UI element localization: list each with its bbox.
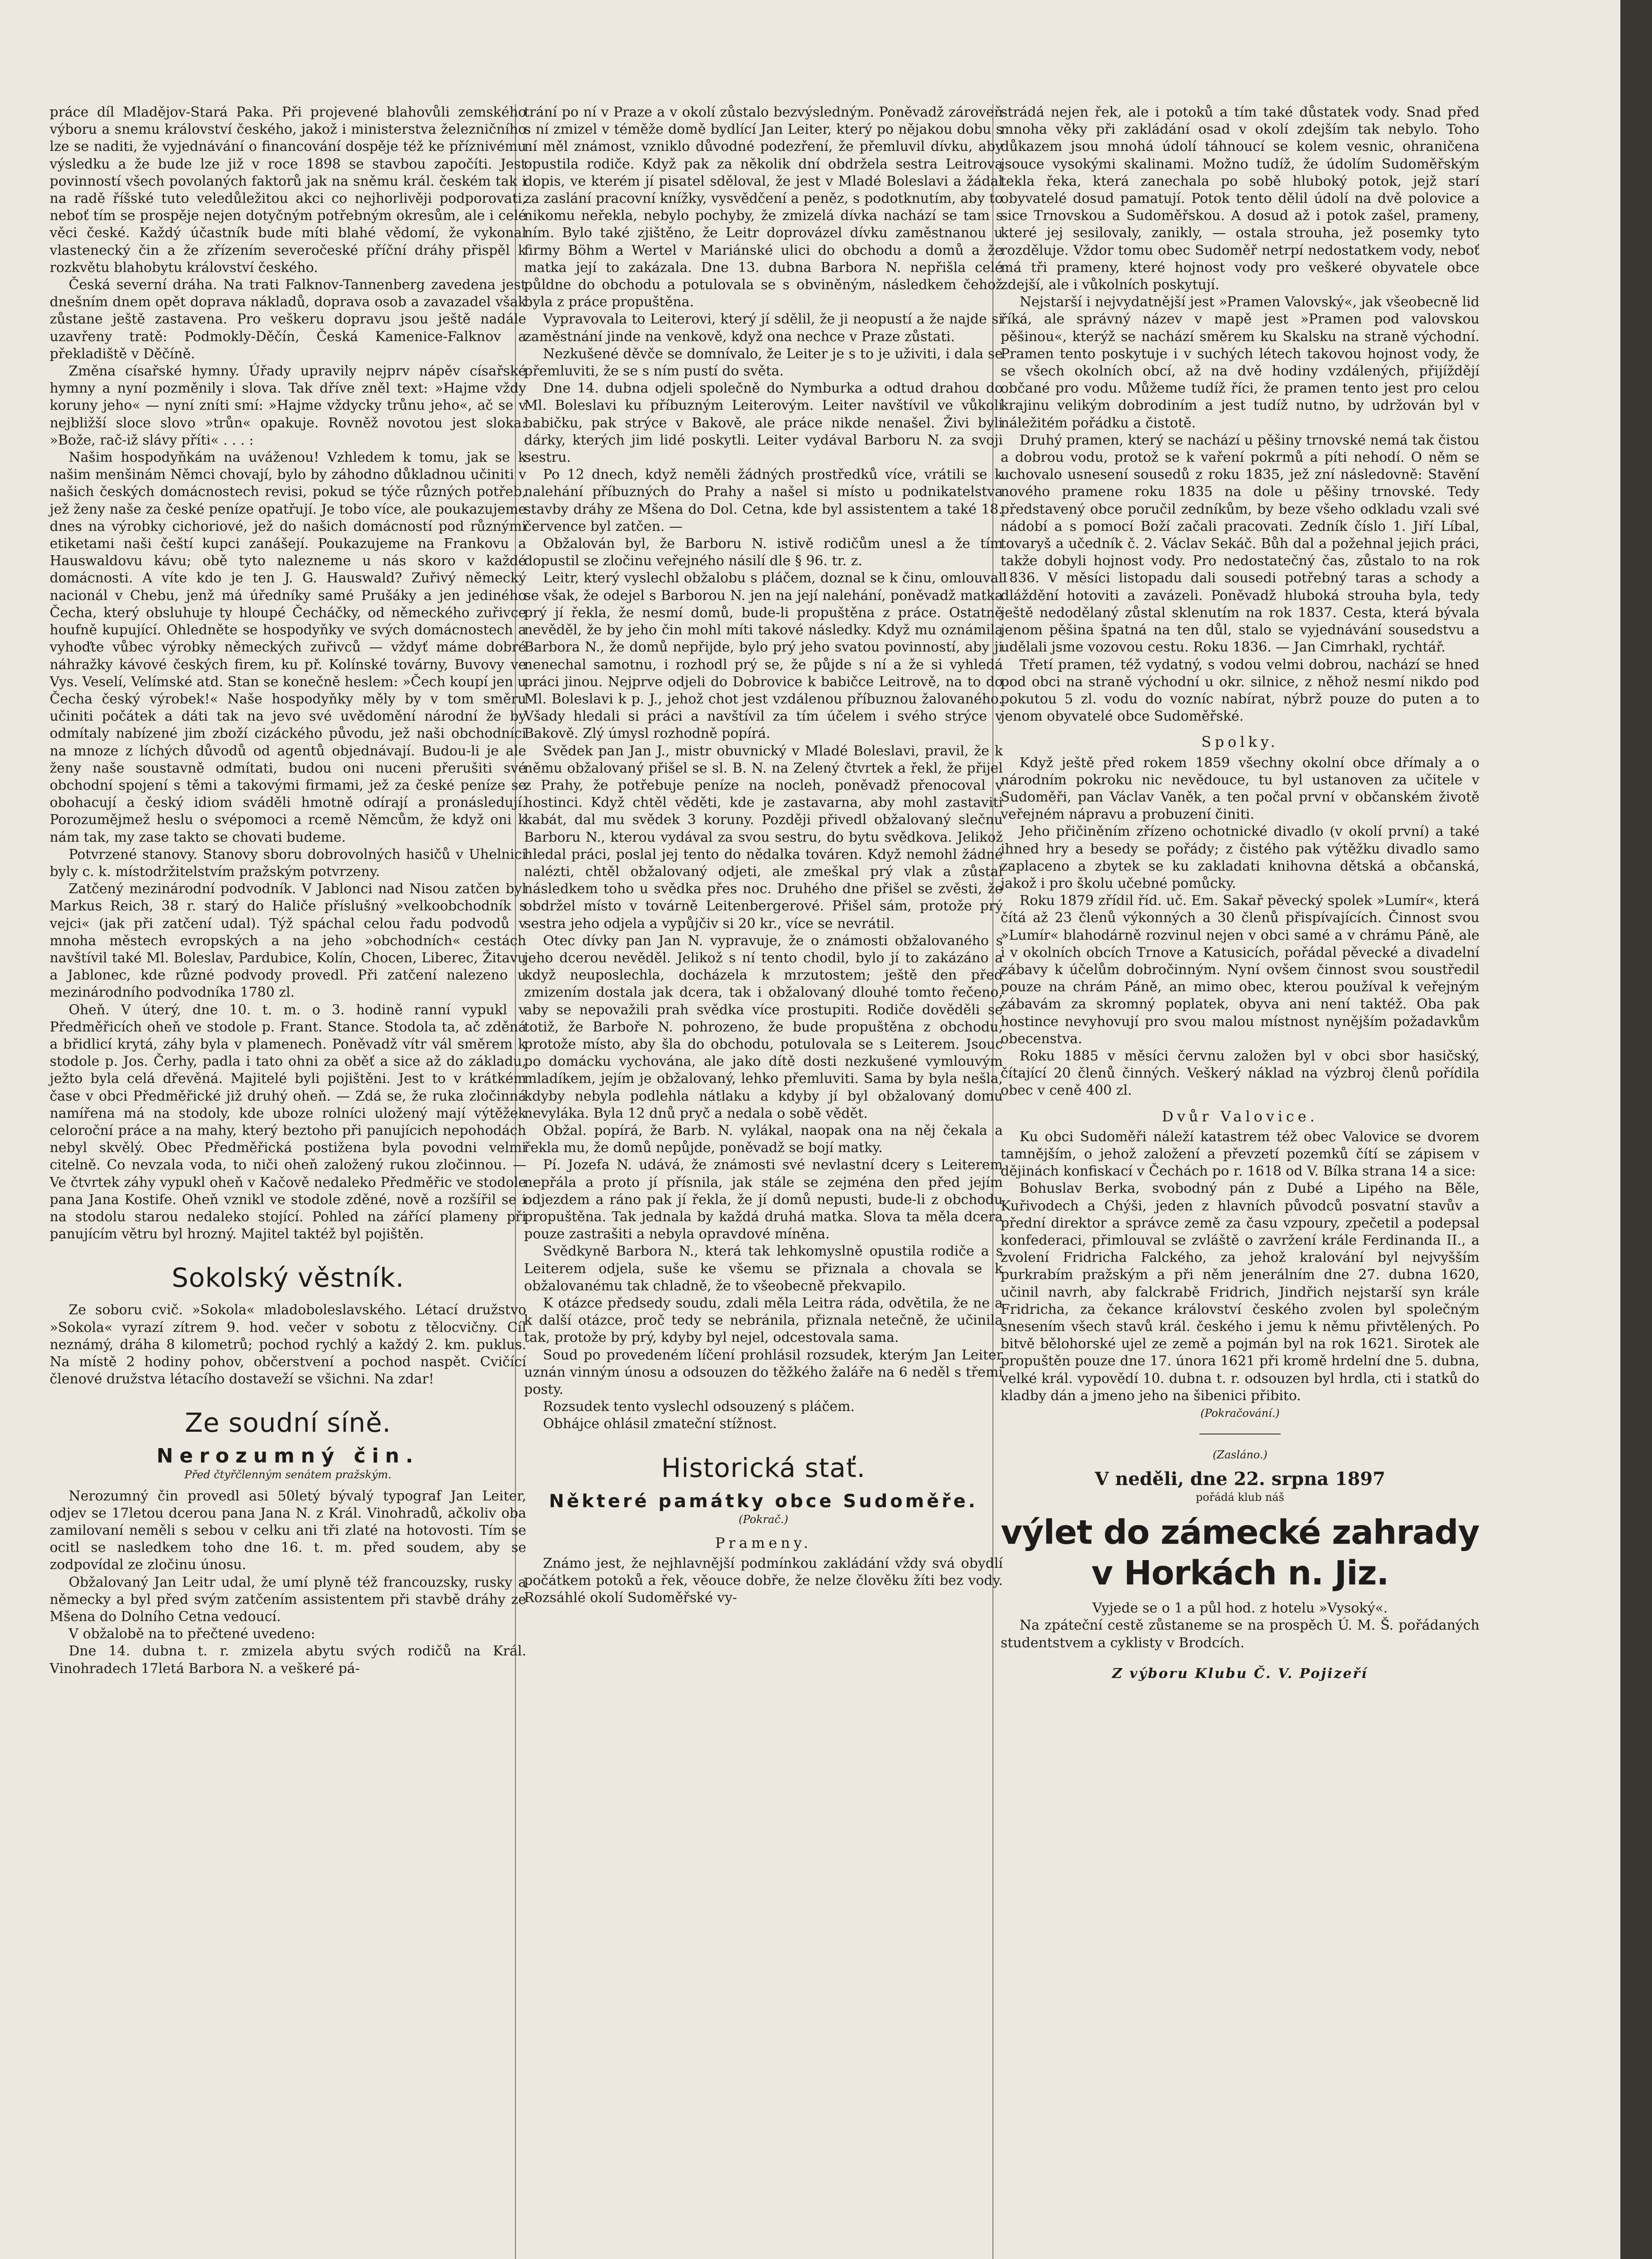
ad-text: Vyjede se o 1 a půl hod. z hotelu »Vysoký«. xyxy=(1092,1600,1388,1617)
section-heading-sokol: Sokolský věstník. xyxy=(172,1262,404,1294)
article-paragraph: Obhájce ohlásil zmateční stížnost. xyxy=(543,1416,777,1432)
article-paragraph: Nejstarší i nejvydatnější jest »Pramen Valovský«, jak všeobecně lid říká, ale správný název v mapě jest »Pramen pod valovskou pěšinou«, kterýž se nachází směrem ku Skalsku na straně východní. Pramen tento poskytuje i v suchých létech takovou hojnost vody, že se všech okolních obcí, až na dvě hodiny vzdálených, přijíždějí občané pro vodu. Můžeme tudíž říci, že pramen tento jest pro celou krajinu velikým dobrodiním a jest tudíž nutno, by udržován byl v náležitém pořádku a čistotě. xyxy=(1001,294,1480,431)
column-2 xyxy=(524,104,1003,1607)
ad-date: V neděli, dne 22. srpna 1897 xyxy=(1095,1468,1385,1490)
article-paragraph: Bohuslav Berka, svobodný pán z Dubé a Lipého na Běle, Kuřivodech a Chýši, jeden z hlavních původců posvatní stavův a přední direktor a správce země za času vzpoury, zpečetil a podepsal konfederaci, přimlouval se zvláště o zavržení krále Ferdinanda II., a zvolení Fridricha Falckého, za jehož kralování byl nejvyšším purkrabím pražským a při něm jenerálním dne 27. dubna 1620, učinil navrh, aby falckrabě Fridrich, Jindřich nejstarší syn krále Fridricha, za čekance království českého zvolen byl společným snesením všech stavů král. českého i jemu k němu přivtělených. Po bitvě bělohorské ujel ze země a pojmán byl na rok 1621. Sirotek ale propuštěn pouze dne 17. února 1621 při kromě hrdelní dne 5. dubna, velké král. vypovědí 10. dubna t. r. odsouzen byl hrdla, cti i statků do kladby dán a jmeno jeho na šibenici přibito. xyxy=(1001,1181,1479,1404)
section-heading-court: Ze soudní síně. xyxy=(185,1407,391,1439)
article-heading-court: Nerozumný čin. xyxy=(156,1444,420,1468)
article-paragraph: Druhý pramen, který se nachází u pěšiny trnovské nemá tak čistou a dobrou vodu, protož se k vaření pokrmů a píti nehodí. O něm se uchovalo usnesení sousedů z roku 1835, jež zní následovně: Stavění nového pramene roku 1835 na dole u pěšiny trnovské. Tedy představený obce poručil zedníkům, by beze všeho odkladu vzali své nádobí a s pomocí Boží začali pracovati. Zedník číslo 1. Jiří Líbal, tovaryš a učedník č. 2. Václav Sekáč. Bůh dal a požehnal jejich práci, takže dobyli hojnost vody. Pro nedostatečný čas, zůstalo to na rok 1836. V měsíci listopadu dali sousedi potřebný taras a schody a dláždění hotoviti a zavázeli. Poněvadž hluboká strouha byla, tedy ještě nedodělaný zůstal sklenutím na rok 1837. Cesta, která bývala jenom pěšina špatná na ten důl, stalo se vyjednávání sousedstvu a udělali jsme vozovou cestu. Roku 1836. — Jan Cimrhakl, rychtář. xyxy=(1001,432,1479,656)
article-paragraph: Roku 1879 zřídil říd. uč. Em. Sakař pěvecký spolek »Lumír«, která čítá až 23 členů výkonných a 30 členů přispívajících. Činnost svou »Lumír« blahodárně rozvinul nejen v obci samé a v chrámu Páně, ale i v okolních obcích Trnove a Katusicích, pořádal pěvecké a divadelní zábavy k účelům dobročinným. Nyní ovšem činnost svou soustředil pouze na chrám Páně, an mimo obec, kterou používal k veřejným zábavám za skromný poplatek, obyva ani není taktéž. Oba pak hostince nevyhovují pro svou malou místnost nynějším požadavkům obecenstva. xyxy=(1001,893,1479,1047)
article-subheading-dvur: Dvůr Valovice. xyxy=(1162,1107,1318,1125)
article-paragraph: Potvrzené stanovy. Stanovy sboru dobrovolných hasičů v Uhelnici byly c. k. místodržitelstvím pražským potvrzeny. xyxy=(50,846,526,880)
article-subheading-spolky: Spolky. xyxy=(1201,733,1279,751)
article-paragraph: Roku 1885 v měsíci červnu založen byl v obci sbor hasičský, čítající 20 členů činných. Veškerý náklad na výzbroj členů pořídila obec v ceně 400 zl. xyxy=(1001,1048,1479,1099)
article-paragraph: Svědek pan Jan J., mistr obuvnický v Mladé Boleslavi, pravil, že k němu obžalovaný přišel se sl. B. N. na Zelený čtvrtek a řekl, že přijel z Prahy, že potřebuje peníze na nocleh, poněvadž přenocoval v hostinci. Když chtěl věděti, kde je zastavarna, aby mohl zastaviti kabát, dal mu svědek 3 koruny. Později přivedl obžalovaný slečnu Barboru N., kterou vydával za svou sestru, do bytu svědkova. Jelikož hledal práci, poslal jej tento do nědalka továren. Když nemohl žádné nalézti, chtěl obžalovaný odjeti, ale zmeškal prý vlak a zůstal následkem toho u svědka přes noc. Druhého dne přišel se zvěsti, že obdržel místo v továrně Leitenbergerové. Přišel sám, protože prý sestra jeho odjela a vypůjčiv si 20 kr., více se nevrátil. xyxy=(524,743,1003,932)
article-paragraph: Oheň. V úterý, dne 10. t. m. o 3. hodině ranní vypukl v Předměřicích oheň ve stodole p. Frant. Stance. Stodola ta, ač zděná a břidlicí krytá, záhy byla v plamenech. Poněvadž vítr vál směrem k stodole p. Jos. Čerhy, padla i tato ohni za oběť a sice až do základu, ježto byla celá dřevěná. Majitelé byli pojištěni. Jest to v krátkém čase v obci Předměřické již druhý oheň. — Zdá se, že ruka zločinná namířena má na stodoly, kde uboze rolníci uložený mají výtěžek celoroční práce a na mahy, který beztoho při panujícich nepohodách nebyl skvělý. Obec Předměřická postižena byla povodni velmi citelně. Co nevzala voda, to niči oheň založený rukou zločinnou. — Ve čtvrtek záhy vypukl oheň v Kačově nedaleko Předměřic ve stodole pana Jana Kostife. Oheň vznikl ve stodole zděné, nově a rozšířil se i na stodolu starou nedaleko stojící. Pohled na zářící plameny při panujícím větru byl hrozný. Majitel taktéž byl pojištěn. xyxy=(50,1002,526,1242)
article-subnote: Před čtyřčlenným senátem pražským. xyxy=(184,1468,392,1481)
article-paragraph: Změna císařské hymny. Úřady upravily nejprv nápěv císařské hymny a nyní pozměnily i slova. Tak dříve zněl text: »Hajme vždy koruny jeho« — nyní zníti smí: »Hajme vždycky trůnu jeho«, ač se v nejbližší sloce slovo »trůn« opakuje. Rovněž novotou jest sloka: »Bože, rač-iž slávy příti« . . . : xyxy=(50,363,526,448)
article-paragraph: Obžal. popírá, že Barb. N. vylákal, naopak ona na něj čekala a řekla mu, že domů nepůjde, poněvadž se bojí matky. xyxy=(524,1122,1003,1156)
column-3 xyxy=(1001,104,1479,1683)
article-paragraph: Ku obci Sudoměři náleží katastrem též obec Valovice se dvorem tamnějším, o jehož založení a převzetí pozemků čítí se zápisem v dějinách konfiskací v Čechách po r. 1618 od V. Bílka strana 14 a sice: xyxy=(1001,1129,1479,1180)
article-paragraph: strádá nejen řek, ale i potoků a tím také důstatek vody. Snad před mnoha věky při zakládání osad v okolí zdejším tak nebylo. Toho důkazem jsou mnohá údolí táhnoucí se kolem vesnic, ohraničena jsouce vysokými skalinami. Možno tudíž, že údolím Sudoměřským tekla řeka, která zanechala po sobě hluboký potok, jejž starí obyvatelé dosud pamatují. Potok tento dělil údolí na dvě polovice a sice Trnovskou a Sudoměřskou. A dosud až i potok zašel, prameny, které jej sesilovaly, zanikly, — ostala strouha, jež posemky tyto rozděluje. Vždor tomu obec Sudoměř netrpí nedostatkem vody, neboť má tři prameny, které hojnost vody pro veškeré obyvatele obce zdejší, ale i vůkolních poskytují. xyxy=(1001,104,1479,293)
scan-edge xyxy=(1620,0,1652,2259)
article-paragraph: práce díl Mladějov-Stará Paka. Při projevené blahovůli zemského výboru a snemu království českého, jakož i ministerstva železničního lze se naditi, že vyjednávání o financování dospěje též ke příznivému výsledku a že bude lze již v roce 1898 se stavbou započíti. Jest povinností všech povolaných faktorů jak na sněmu král. českém tak i na radě říšské tuto veledůležitou akci co nejhorlivěji podporovati, neboť tím se prospěje nejen dotyčným potřebným okresům, ale i celé věci české. Každý účastník bude míti blahé vědomí, že vykonal vlastenecký čin a že zřízením severočeské příční dráhy přispěl k rozkvětu blahobytu království českého. xyxy=(50,104,526,276)
article-paragraph: Svědkyně Barbora N., která tak lehkomyslně opustila rodiče a s Leiterem odjela, suše ke všemu se přiznala a chovala se k obžalovanému tak chladně, že to všeobecně překvapilo. xyxy=(524,1243,1003,1294)
article-paragraph: V obžalobě na to přečtené uvedeno: xyxy=(69,1626,315,1642)
article-paragraph: K otázce předsedy soudu, zdali měla Leitra ráda, odvětila, že ne a k další otázce, proč tedy se nebránila, přiznala netečně, že učinila tak, protože by prý, kdyby byl nejel, odcestovala sama. xyxy=(524,1295,1003,1346)
article-paragraph: Soud po provedeném líčení prohlásil rozsudek, kterým Jan Leiter uznán vinným únosu a odsouzen do těžkého žaláře na 6 neděl s třemi posty. xyxy=(524,1347,1003,1398)
ad-line: pořádá klub náš xyxy=(1196,1491,1284,1504)
article-paragraph: Rozsudek tento vyslechl odsouzený s pláčem. xyxy=(543,1399,855,1415)
article-paragraph: Zatčený mezinárodní podvodník. V Jablonci nad Nisou zatčen byl Markus Reich, 38 r. starý do Haliče příslušný »velkoobchodník s vejci« (jak při zatčení udal). Týž spáchal celou řadu podvodů v mnoha městech evropských a na jeho »obchodních« cestách navštívil také Ml. Boleslav, Pardubice, Kolín, Chocen, Liberec, Žitavu a Jablonec, kde různé podvody provedl. Při zatčení nalezeno u mezinárodního podvodníka 1780 zl. xyxy=(50,881,526,1001)
article-paragraph: Třetí pramen, též vydatný, s vodou velmi dobrou, nachází se hned pod obci na straně východní u okr. silnice, z něhož nesmí nikdo pod pokutou 5 zl. vodu do vozníc nabírat, nýbrž pouze do puten a to jenom obyvatelé obce Sudoměřské. xyxy=(1001,656,1479,725)
article-note: (Pokračování.) xyxy=(1200,1407,1280,1420)
article-paragraph: Vypravovala to Leiterovi, který jí sdělil, že ji neopustí a že najde si zaměstnání jinde na venkově, když ona nechce v Praze zůstati. xyxy=(524,311,1003,345)
article-paragraph: Obžalován byl, že Barboru N. istivě rodičům unesl a že tím dopustil se zločinu veřejného násilí dle § 96. tr. z. xyxy=(524,536,1003,569)
section-heading-history: Historická stať. xyxy=(661,1452,866,1483)
article-paragraph: trání po ní v Praze a v okolí zůstalo bezvýsledným. Poněvadž zároveň s ní zmizel v téměže domě bydlící Jan Leiter, který po nějakou dobu s ní měl známost, vzniklo důvodné podezření, že přemluvil dívku, aby opustila rodiče. Když pak za několik dní obdržela sestra Leitrova dopis, ve kterém jí pisatel sděloval, že jest v Mladé Boleslavi a žádal za zaslání pracovní knížky, vysvědčení a peněz, s podotknutím, aby to nikomu neřekla, nebylo pochyby, že zmizelá dívka nachází se tam s ním. Bylo také zjištěno, že Leitr doprovázel dívku zaměstnanou u firmy Böhm a Wertel v Mariánské ulici do obchodu a domů a že matka její to zakázala. Dne 13. dubna Barbora N. nepřišla celé půldne do obchodu a potulovala se s obviněným, následkem čehož byla z práce propuštěna. xyxy=(524,104,1003,310)
article-paragraph: Známo jest, že nejhlavnější podmínkou zakládání vždy svá obydlí počátkem potoků a řek, věouce dobře, že nelze člověku žíti bez vody. Rozsáhlé okolí Sudoměřské vy- xyxy=(524,1556,1003,1606)
article-paragraph: Obžalovaný Jan Leitr udal, že umí plyně též francouzsky, rusky a německy a byl před svým zatčením assistentem při stavbě dráhy ze Mšena do Dolního Cetna vedoucí. xyxy=(50,1574,526,1625)
article-paragraph: Když ještě před rokem 1859 všechny okolní obce dřímaly a o národním pokroku nic nevědouce, tu byl ustanoven za učitele v Sudoměři, pan Václav Vaněk, a ten počal první v občanském životě veřejném nápravu a probuzení činiti. xyxy=(1001,755,1479,823)
ad-signature: Z výboru Klubu Č. V. Pojizeří xyxy=(1112,1665,1368,1682)
article-paragraph: Ze soboru cvič. »Sokola« mladoboleslavského. Létací družstvo »Sokola« vyrazí zítrem 9. hod. večer v sobotu z tělocvičny. Cíl neznámý, dráha 8 kilometrů; pochod rychlý a každý 2. km. puklus. Na místě 2 hodiny pohov, občerstvení a pochod naspět. Cvičící členové družstva létacího dostaveží se všichni. Na zdar! xyxy=(50,1302,526,1387)
article-note: (Pokrač.) xyxy=(739,1513,788,1526)
article-subheading-prameny: Prameny. xyxy=(715,1534,812,1551)
ad-note: (Zasláno.) xyxy=(1212,1448,1268,1462)
article-heading-history: Některé památky obce Sudoměře. xyxy=(549,1490,978,1512)
article-paragraph: Pí. Jozefa N. udává, že známosti své nevlastní dcery s Leiterem nepřála a proto jí přísnila, jak stále se zejména den před jejím odjezdem a ráno pak jí řekla, že jí domů nepusti, bude-li z obchodu propuštěna. Tak jednala by každá druhá matka. Slova ta měla dcera pouze zastrašiti a nebyla opravdové míněna. xyxy=(524,1157,1003,1242)
article-paragraph: Česká severní dráha. Na trati Falknov-Tannenberg zavedena jest dnešním dnem opět doprava nákladů, doprava osob a zavazadel však zůstane ještě zastavena. Pro veškeru dopravu jsou ještě nadále uzavřeny tratě: Podmokly-Děčín, Česká Kamenice-Falknov a překladiště v Děčíně. xyxy=(50,277,526,362)
article-paragraph: Otec dívky pan Jan N. vypravuje, že o známosti obžalovaného s jeho dcerou nevěděl. Jelikož s ní tento chodil, bylo jí to zakázáno a když neuposlechla, docházela k mrzutostem; ještě den před zmizením dostala jak dcera, tak i obžalovaný dlouhé tomto řečeno, aby se nepovažili prah svědka více prostupiti. Rodiče dověděli se totiž, že Barboře N. pohrozeno, že bude propuštěna z obchodu, protože místo, aby šla do obchodu, potulovala se s Leiterem. Jsouc po domácku vychována, ale jako dítě dosti nezkušené vymlouvým mladíkem, jejím je obžalovaný, lehko přemluviti. Sama by byla nešla, kdyby nebyla podlehla nátlaku a kdyby jí byl obžalovaný domu nevyláka. Byla 12 dnů pryč a nedala o sobě vědět. xyxy=(524,933,1003,1121)
article-paragraph: Po 12 dnech, když neměli žádných prostředků více, vrátili se k nalehání příbuzných do Prahy a našel si místo u podnikatelstva stavby dráhy ze Mšena do Dol. Cetna, kde byl assistentem a také 18. července byl zatčen. — xyxy=(524,467,1003,534)
article-paragraph: Dne 14. dubna odjeli společně do Nymburka a odtud drahou do Ml. Boleslavi ku příbuzným Leiterovým. Leiter navštívil ve vůkolí babičku, pak strýce v Bakově, ale práce nikde nenašel. Živi byli dárky, kterých jim lidé poskytli. Leiter vydával Barboru N. za svoji sestru. xyxy=(524,380,1003,466)
article-paragraph: Našim hospodyňkám na uváženou! Vzhledem k tomu, jak se k našim menšinám Němci chovají, bylo by záhodno důkladnou učiniti v našich českých domácnostech revisi, pokud se týče různých potřeb, jež ženy naše za české peníze opatřují. Je tobo více, ale poukazujeme dnes na výrobky cichoriové, jež do našich domácností pod různými etiketami naši čeští kupci zanášejí. Poukazujeme na Frankovu a Hauswaldovu kávu; obě tyto nalezneme u nás skoro v každé domácnosti. A víte kdo je ten J. G. Hauswald? Zuřivý německý nacionál v Chebu, jenž má úředníky samé Prušáky a jen jediného Čecha, který obsluhuje ty hloupé Čecháčky, od německého zuřivce houfně kupující. Ohledněte se hospodyňky ve svých domácnostech a vyhoďte vůbec výrobky německých zuřivců — vždyť máme dobré náhražky kávové českých firem, ku př. Kolínské továrny, Buvovy ve Vys. Veselí, Velímské atd. Stan se konečně heslem: »Čech koupí jen u Čecha český výrobek!« Naše hospodyňky měly by v tom směru učiniti počátek a dáti tak na jevo své uvědomění národní že by odmítaly nabízené jim zboží cizáckého původu, jež naši obchodníci na mnoze z líchých důvodů od agentů objednávají. Budou-li je ale ženy naše soustavně odmítati, budou oni nuceni přerušiti své obchodní spojení s těmi a takovými firmami, jež za české peníze se obohacují a český idiom sváděli hmotně odírají a pronásledují. Porozumějmež heslu o svépomoci a rcemě Němcům, že když oni k nám tak, my zase takto se chovati budeme. xyxy=(50,450,526,845)
article-paragraph: Leitr, který vyslechl obžalobu s pláčem, doznal se k činu, omlouval se však, že odejel s Barborou N. jen na její nalehání, poněvadž matka prý jí řekla, že nesmí domů, bude-li propuštěna z práce. Ostatně nevěděl, že by jeho čin mohl míti takové následky. Když mu oznámila Barbora N., že domů nepřijde, bylo prý jeho svatou povinností, aby ji nenechal samotnu, i rozhodl prý se, že půjde s ní a že si vyhledá práci jinou. Nejprve odjeli do Dobrovice k babičce Leitrově, na to do Ml. Boleslavi k p. J., jehož chot jest vzdálenou příbuznou žalovaného. Všady hledali si práci a navštívil za tím účelem i svého strýce v Bakově. Zlý úmysl rozhodně popírá. xyxy=(524,570,1003,742)
article-paragraph: Nerozumný čin provedl asi 50letý bývalý typograf Jan Leiter, odjev se 17letou dcerou pana Jana N. z Král. Vinohradů, ačkoliv oba zamilovaní neměli s sebou v celku ani tři zlaté na hotovosti. Tím se ocitl se nasledkem toho dne 16. t. m. před soudem, aby se zodpovídal ze zločinu únosu. xyxy=(50,1488,526,1573)
ad-text: Na zpáteční cestě zůstaneme se na prospěch Ú. M. Š. pořádaných studentstvem a cyklisty v Brodcích. xyxy=(1001,1617,1479,1651)
article-paragraph: Dne 14. dubna t. r. zmizela abytu svých rodičů na Král. Vinohradech 17letá Barbora N. a veškeré pá- xyxy=(50,1643,526,1677)
article-paragraph: Nezkušené děvče se domnívalo, že Leiter je s to je uživiti, i dala se přemluviti, že se s ním pustí do světa. xyxy=(524,346,1003,380)
article-paragraph: Jeho přičiněním zřízeno ochotnické divadlo (v okolí první) a také ihned hry a besedy se pořády; z čistého pak výtěžku divadlo samo zaplaceno a zbytek se ku zakladati knihovna dětská a občanská, jakož i pro školu učebné pomůcky. xyxy=(1001,824,1479,891)
column-1 xyxy=(50,104,526,1678)
ad-headline: výlet do zámecké zahrady v Horkách n. Jiz. xyxy=(1001,1513,1479,1593)
